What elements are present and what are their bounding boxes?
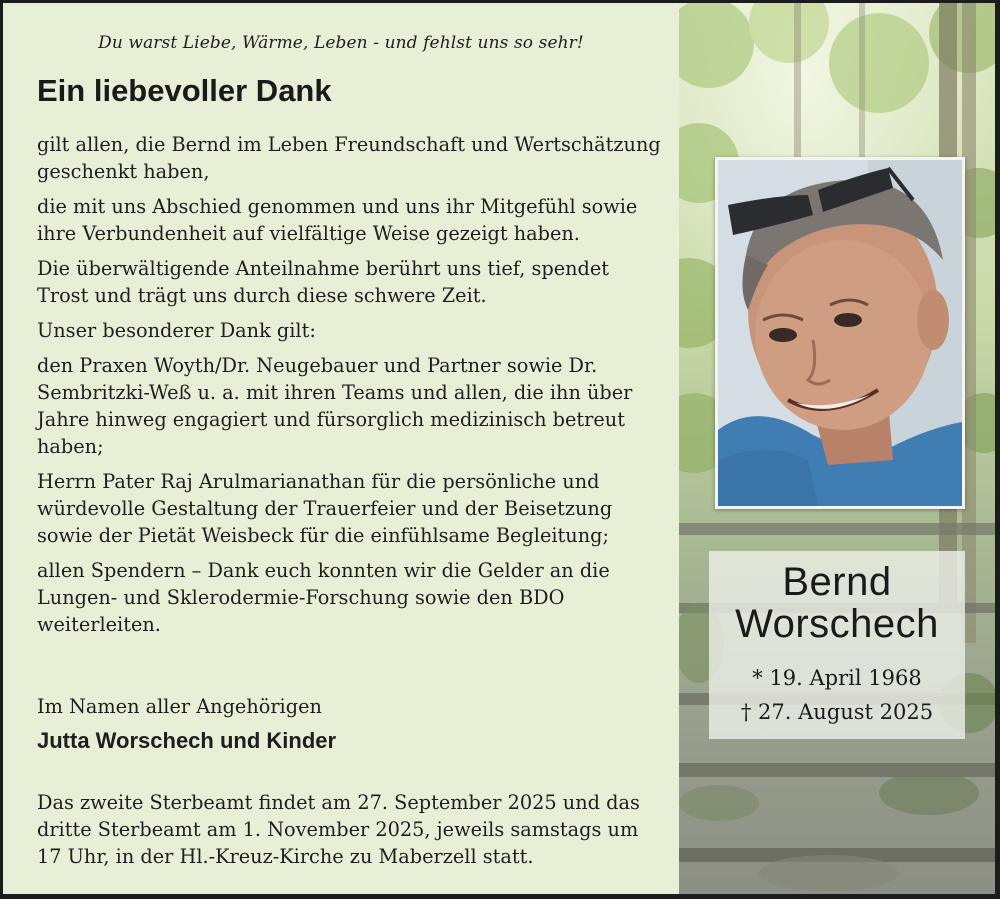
signoff-line: Im Namen aller Angehörigen — [37, 695, 322, 718]
paragraph: Unser besonderer Dank gilt: — [37, 319, 316, 342]
signoff — [37, 693, 336, 754]
last-name: Worschech — [735, 602, 939, 646]
life-dates — [709, 661, 965, 729]
paragraph: allen Spendern – Dank euch konnten wir die Gelder an die Lungen- und Sklerodermie-Forschung sowie den BDO weiterleiten. — [37, 559, 610, 636]
obituary-card — [3, 3, 995, 894]
birth-date: * 19. April 1968 — [752, 666, 922, 690]
service-notice: Das zweite Sterbeamt findet am 27. September 2025 und das dritte Sterbeamt am 1. November 2025, jeweils samstags um 17 Uhr, in der Hl.-Kreuz-Kirche zu Maberzell statt. — [37, 791, 640, 868]
paragraph: Herrn Pater Raj Arulmarianathan für die persönliche und würdevolle Gestaltung der Trauerfeier und der Beisetzung sowie der Pietät Weisbeck für die einfühlsame Begleitung; — [37, 470, 613, 547]
paragraph: den Praxen Woyth/Dr. Neugebauer und Partner sowie Dr. Sembritzki-Weß u. a. mit ihren Teams und allen, die ihn über Jahre hinweg engagiert und fürsorglich medizinisch betreut haben; — [37, 354, 633, 458]
signer-name: Jutta Worschech und Kinder — [37, 728, 337, 753]
portrait-photo — [715, 157, 965, 509]
death-date: † 27. August 2025 — [740, 700, 934, 724]
paragraph: Die überwältigende Anteilnahme berührt uns tief, spendet Trost und trägt uns durch diese schwere Zeit. — [37, 257, 610, 307]
paragraph: gilt allen, die Bernd im Leben Freundschaft und Wertschätzung geschenkt haben, — [37, 133, 661, 183]
paragraph: die mit uns Abschied genommen und uns ihr Mitgefühl sowie ihre Verbundenheit auf vielfältige Weise gezeigt haben. — [37, 195, 638, 245]
image-panel — [679, 3, 995, 894]
text-panel — [3, 3, 679, 894]
motto: Du warst Liebe, Wärme, Leben - und fehlst uns so sehr! — [98, 33, 584, 53]
name-box — [709, 551, 965, 739]
thanks-body — [37, 131, 662, 646]
headline: Ein liebevoller Dank — [37, 73, 332, 108]
first-name: Bernd — [782, 560, 892, 604]
